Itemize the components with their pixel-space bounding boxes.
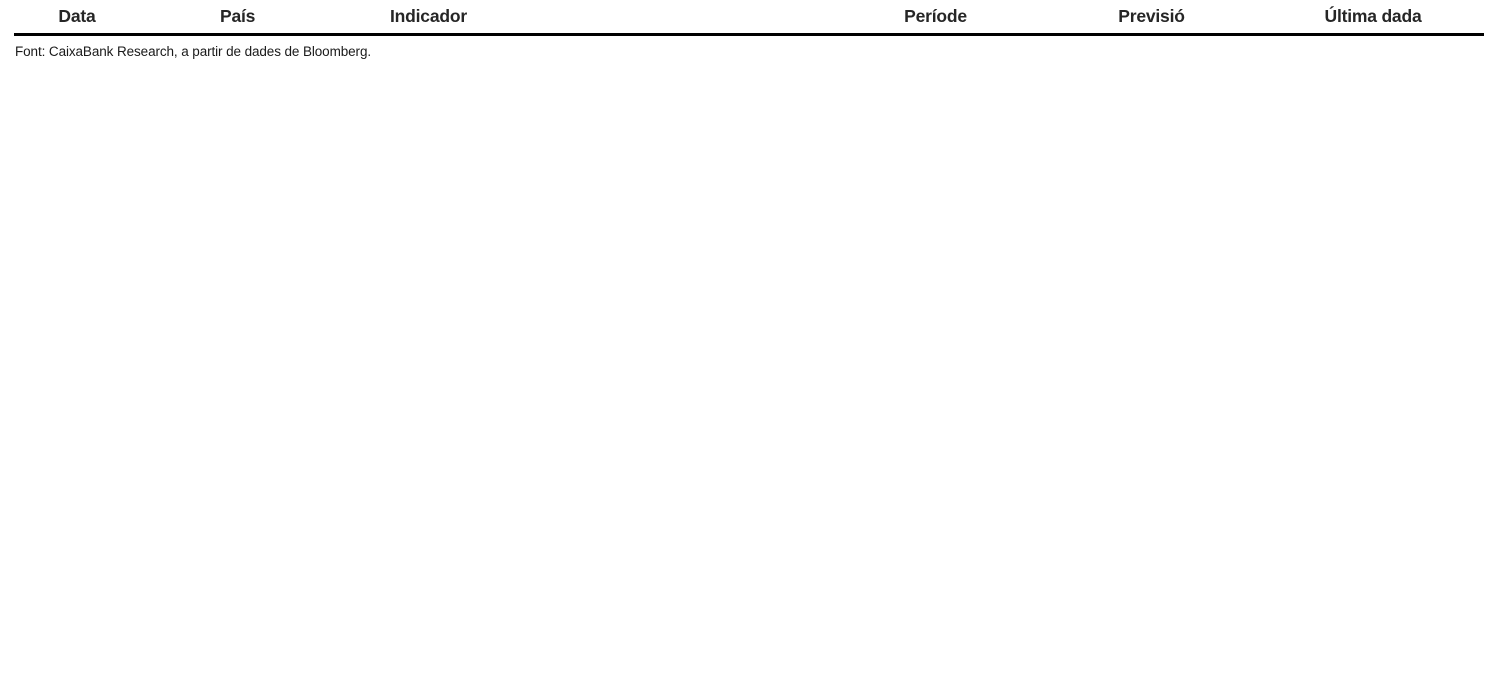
col-header-periode: Període: [830, 2, 1041, 35]
col-header-indicador: Indicador: [384, 2, 830, 35]
col-header-data: Data: [14, 2, 140, 35]
economic-indicators-table: [14, 2, 1484, 36]
col-header-ultima-dada: Última dada: [1262, 2, 1484, 35]
col-header-previsio: Previsió: [1041, 2, 1262, 35]
header-row: [14, 2, 1484, 35]
economic-calendar-page: [0, 2, 1497, 684]
col-header-flag-spacer: [140, 2, 212, 35]
table-header: [14, 2, 1484, 35]
source-note: Font: CaixaBank Research, a partir de dades de Bloomberg.: [15, 44, 371, 59]
col-header-pais: País: [212, 2, 384, 35]
